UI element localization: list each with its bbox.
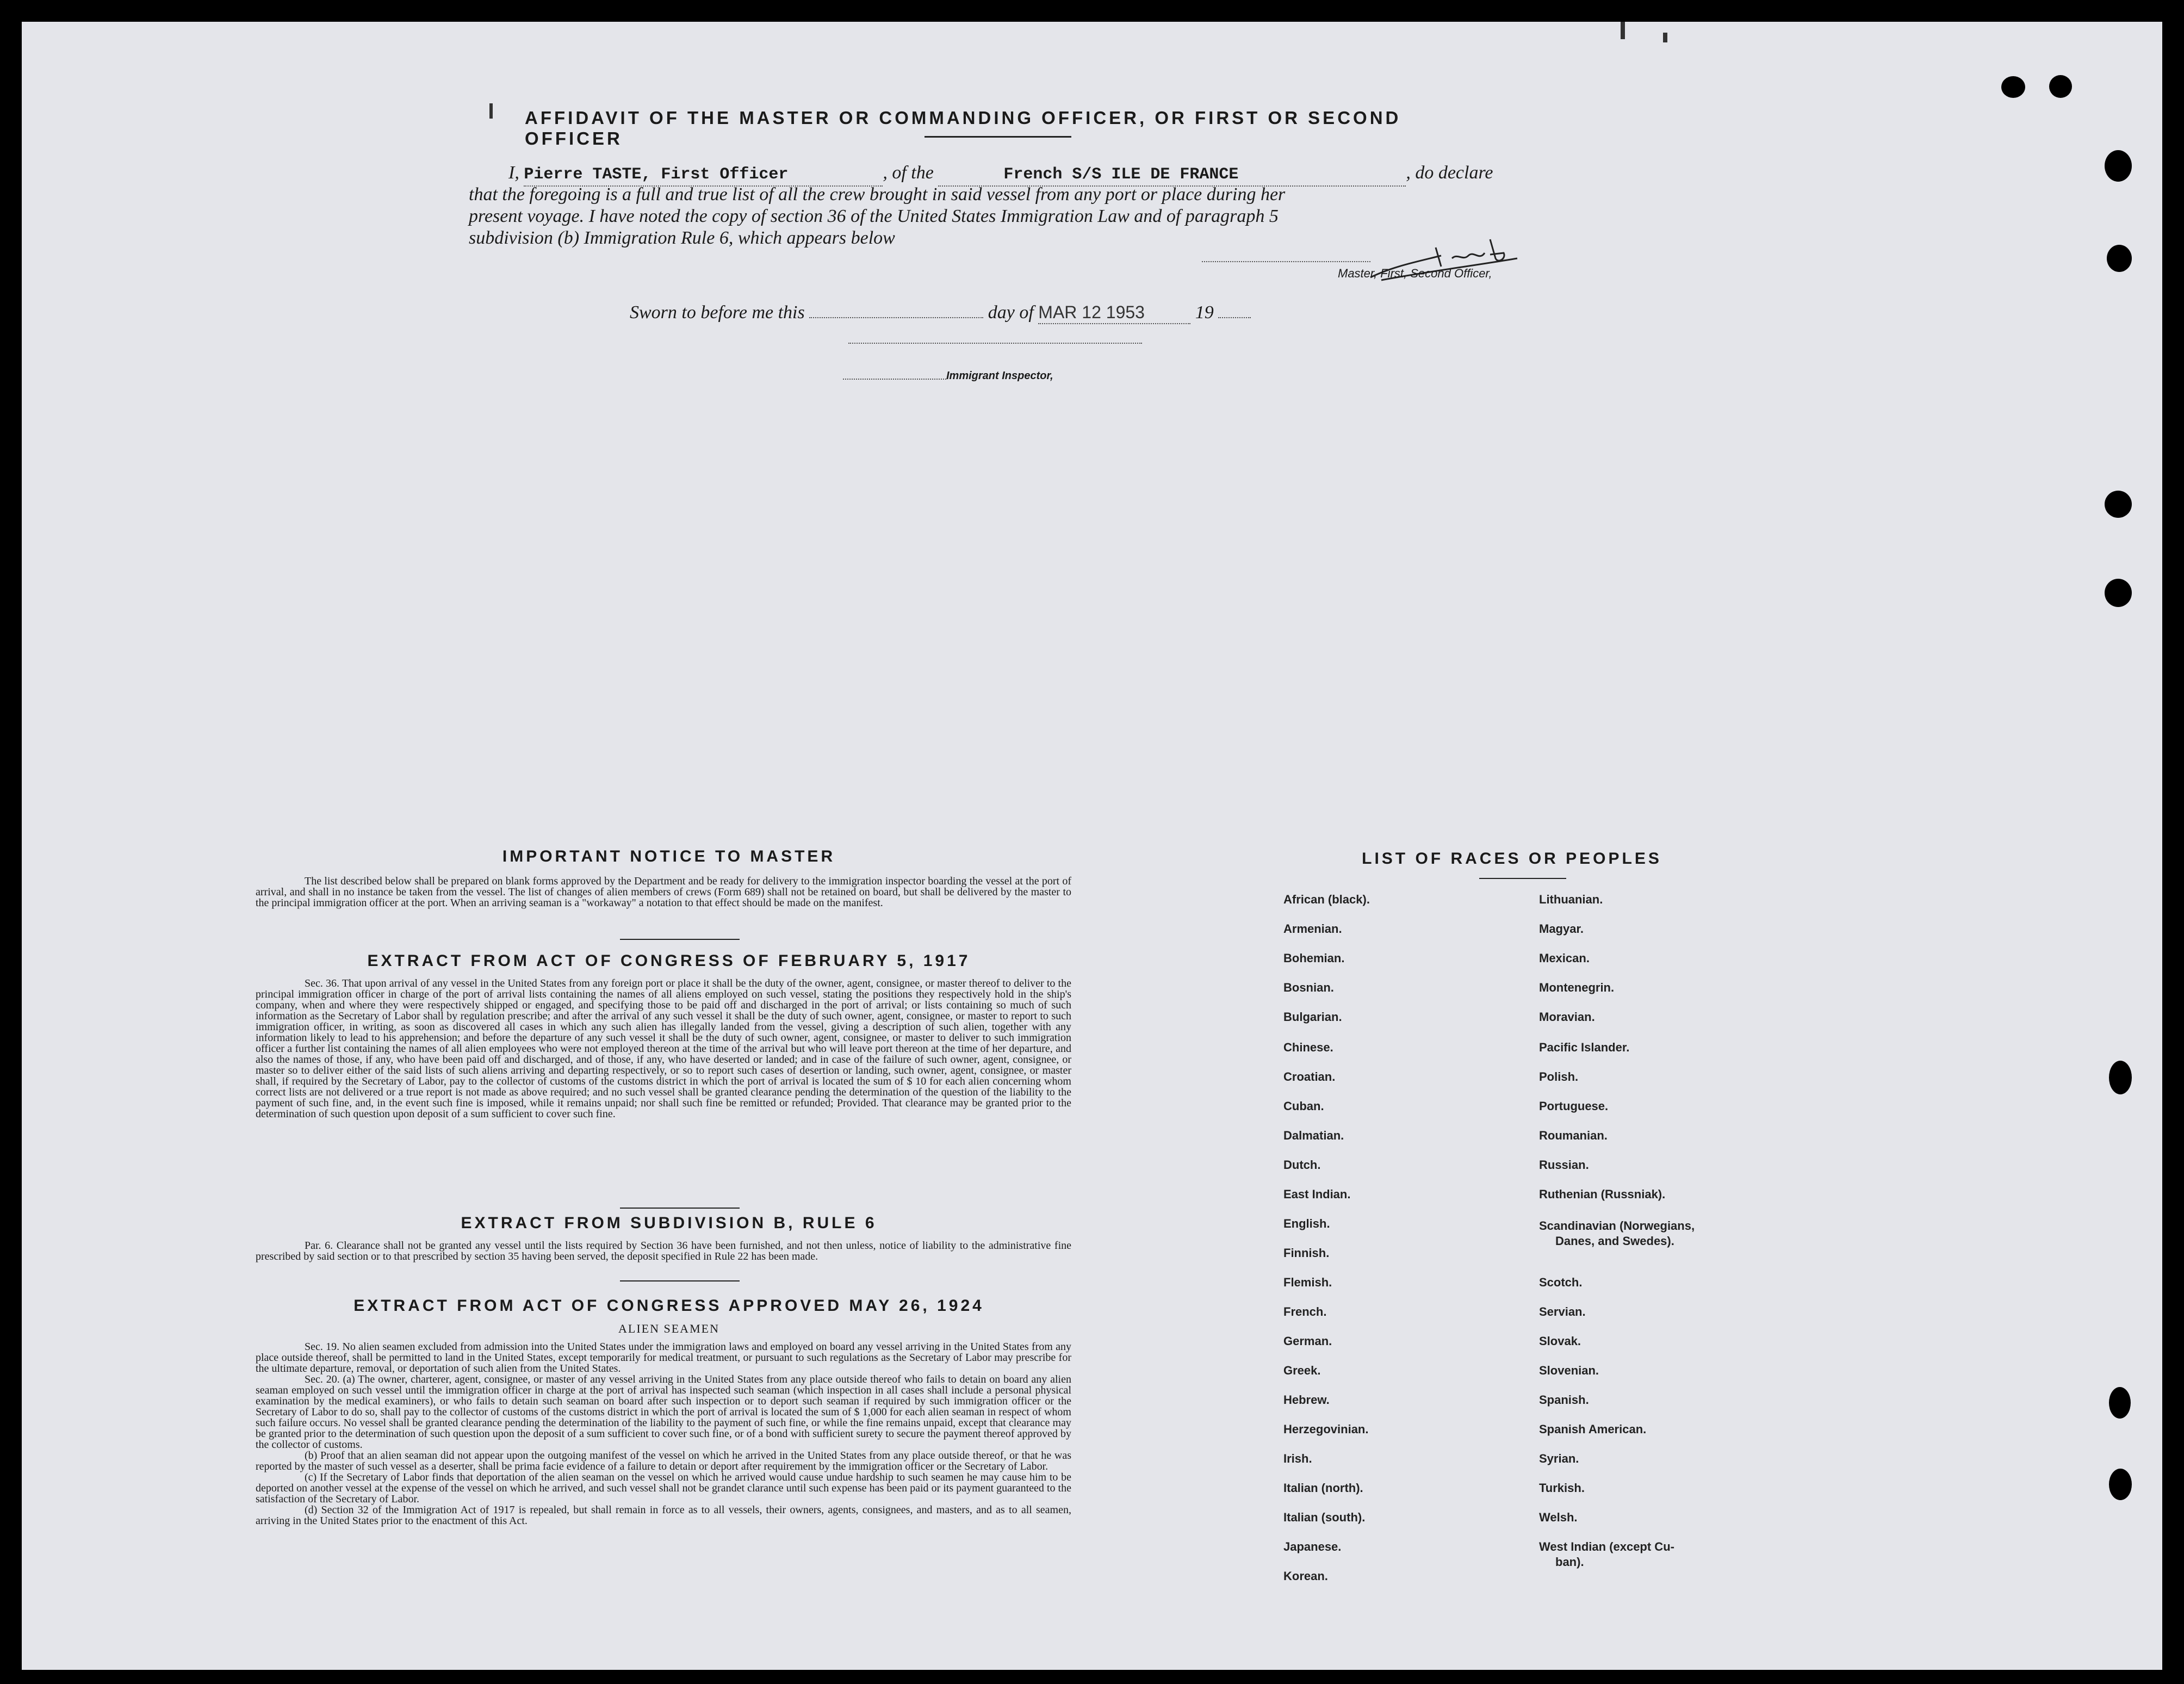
affidavit-line-3: present voyage. I have noted the copy of section 36 of the United States Immigration Law and of paragraph 5	[469, 206, 1279, 226]
race-item: Flemish.	[1283, 1276, 1332, 1289]
sworn-day: day of	[988, 302, 1034, 323]
divider	[620, 1280, 740, 1281]
race-item: Magyar.	[1539, 922, 1584, 936]
race-item: Turkish.	[1539, 1481, 1585, 1495]
race-item: Cuban.	[1283, 1099, 1324, 1113]
race-item: Korean.	[1283, 1569, 1328, 1583]
race-item: Herzegovinian.	[1283, 1422, 1369, 1436]
extract-1924-title: EXTRACT FROM ACT OF CONGRESS APPROVED MAY 26, 1924	[353, 1297, 984, 1315]
race-item: Mexican.	[1539, 951, 1590, 965]
race-item: Scotch.	[1539, 1276, 1583, 1289]
race-item: Slovak.	[1539, 1334, 1581, 1348]
race-item: Welsh.	[1539, 1510, 1578, 1524]
race-item: Polish.	[1539, 1070, 1579, 1084]
extract-rule6-title: EXTRACT FROM SUBDIVISION B, RULE 6	[461, 1214, 877, 1232]
sec-20d: (d) Section 32 of the Immigration Act of 1917 is repealed, but shall remain in force as to all vessels, their owners, agents, consignees, and masters, and as to all seamen, arriving in the United States prior to the enactment of this Act.	[256, 1504, 1071, 1527]
document-paper	[22, 22, 2162, 1670]
affidavit-line-4: subdivision (b) Immigration Rule 6, which appears below	[469, 228, 895, 248]
race-item: Bohemian.	[1283, 951, 1345, 965]
affidavit-prefix: I,	[508, 163, 519, 183]
sec-20a: Sec. 20. (a) The owner, charterer, agent, consignee, or master of any vessel arriving in the United States from any place outside thereof who fails to detain on board any alien seaman employed on such vessel until the immigration officer in charge at the port of arrival has inspected such seaman (which inspection in all cases shall include a personal physical examination by the medical examiners), or who fails to detain such seaman on board after such inspection or to deport such seaman if required by such immigration officer or the Secretary of Labor to do so, shall pay to the collector of customs of the customs district in which the port of arrival is located the sum of $ 1,000 for each alien seaman in respect of whom such failure occurs. No vessel shall be granted clearance pending the determination of the liability to the payment of such fine, or while the fine remains unpaid, except that clearance may be granted prior to the determination of such question upon the deposit of a sum sufficient to cover such fine, or of a bond with sufficient surety to secure the payment thereof approved by the collector of customs.	[256, 1373, 1071, 1451]
extract-1924-subtitle: ALIEN SEAMEN	[618, 1322, 719, 1335]
race-item: Armenian.	[1283, 922, 1342, 936]
sworn-prefix: Sworn to before me this	[630, 302, 805, 323]
year-blank	[1218, 317, 1251, 318]
notice-body: The list described below shall be prepared on blank forms approved by the Department and be ready for delivery to the immigration inspector boarding the vessel at the port of arrival, and shall in no instance be taken from the vessel. The list of changes of alien members of crews (Form 689) shall not be retained on board, but shall be delivered by the master to the principal immigration officer at the port. When an arriving seaman is a "workaway" a notation to that effect should be made on the manifest.	[256, 875, 1071, 909]
year-prefix: 19	[1195, 302, 1214, 323]
vessel-name: French S/S ILE DE FRANCE	[938, 164, 1406, 187]
race-item: Danes, and Swedes).	[1555, 1234, 1674, 1248]
divider	[620, 939, 740, 940]
affidavit-suffix: , do declare	[1406, 163, 1493, 183]
race-item: Hebrew.	[1283, 1393, 1330, 1407]
inspector-label-leader	[843, 379, 946, 380]
race-item: Irish.	[1283, 1452, 1312, 1465]
extract-1924-body	[256, 1341, 1071, 1526]
race-item: German.	[1283, 1334, 1332, 1348]
scan-mark	[1621, 22, 1625, 39]
race-item: Ruthenian (Russniak).	[1539, 1187, 1666, 1201]
races-title: LIST OF RACES OR PEOPLES	[1362, 850, 1662, 868]
signature-line	[1202, 261, 1370, 262]
race-item: Pacific Islander.	[1539, 1041, 1630, 1054]
race-item: English.	[1283, 1217, 1330, 1230]
race-item: Bulgarian.	[1283, 1010, 1342, 1024]
race-item: Croatian.	[1283, 1070, 1336, 1084]
race-item: ban).	[1555, 1555, 1584, 1569]
inspector-signature-line	[848, 343, 1142, 344]
punch-hole	[2109, 1469, 2132, 1500]
punch-hole	[2109, 1387, 2131, 1419]
punch-hole	[2107, 245, 2132, 272]
affidavit-of: , of the	[883, 163, 934, 183]
race-item: French.	[1283, 1305, 1327, 1318]
punch-hole	[2105, 150, 2132, 182]
punch-hole	[2049, 75, 2072, 98]
date-stamp: MAR 12 1953	[1038, 301, 1190, 324]
divider	[620, 1208, 740, 1209]
title-underline	[925, 136, 1071, 138]
race-item: Japanese.	[1283, 1540, 1342, 1553]
signature-caption: Master, First, Second Officer,	[1338, 267, 1492, 280]
race-item: Chinese.	[1283, 1041, 1333, 1054]
officer-name: Pierre TASTE, First Officer	[524, 164, 883, 187]
race-item: Roumanian.	[1539, 1129, 1608, 1142]
race-item: Dalmatian.	[1283, 1129, 1344, 1142]
punch-hole	[2105, 579, 2132, 607]
race-item: Lithuanian.	[1539, 893, 1603, 906]
punch-hole	[2001, 76, 2025, 98]
race-item: Syrian.	[1539, 1452, 1579, 1465]
notice-title: IMPORTANT NOTICE TO MASTER	[502, 847, 836, 865]
affidavit-title: AFFIDAVIT OF THE MASTER OR COMMANDING OFFICER, OR FIRST OR SECOND OFFICER	[525, 108, 1401, 148]
extract-rule6-body: Par. 6. Clearance shall not be granted any vessel until the lists required by Section 36 have been furnished, and not then unless, notice of liability to the administrative fine prescribed by said section or to that prescribed by section 35 having been served, the deposit specified in Rule 22 has been made.	[256, 1240, 1071, 1262]
extract-1917-body: Sec. 36. That upon arrival of any vessel in the United States from any foreign port or place it shall be the duty of the owner, agent, consignee, or master thereof to deliver to the principal immigration officer in charge of the port of arrival lists containing the names of all aliens employed on such vessel, stating the positions they respectively hold in the ship's company, when and where they were respectively shipped or engaged, and specifying those to be paid off and discharged in the port of arrival; or lists containing so much of such information as the Secretary of Labor shall by regulation prescribe; and after the arrival of any such vessel it shall be the duty of such owner, agent, consignee, or master to report to such immigration officer, in writing, as soon as discovered all cases in which any such alien has illegally landed from the vessel, giving a description of such alien, together with any information likely to lead to his apprehension; and before the departure of any such vessel it shall be the duty of such owner, agent, consignee, or master to deliver to such immigration officer a further list containing the names of all alien employees who were not employed thereon at the time of the arrival but who will leave port thereon at the time of her departure, and also the names of those, if any, who have been paid off and discharged, and of those, if any, who have deserted or landed; and in case of the failure of such owner, agent, consignee, or master so to deliver either of the said lists of such aliens arriving and departing respectively, or so to report such cases of desertion or landing, such owner, agent, consignee, or master shall, if required by the Secretary of Labor, pay to the collector of customs of the customs district in which the port of arrival is located the sum of $ 10 for each alien concerning whom correct lists are not delivered or a true report is not made as above required; and no such vessel shall be granted clearance pending the determination of the question of the liability to the payment of such fine, and, in the event such fine is imposed, while it remains unpaid; nor shall such fine be remitted or refunded; Provided. That clearance may be granted prior to the determination of such question upon deposit of a sum sufficient to cover such fine.	[256, 977, 1071, 1120]
affidavit-line-1	[508, 162, 1542, 187]
race-item: Scandinavian (Norwegians,	[1539, 1219, 1695, 1233]
race-item: Finnish.	[1283, 1246, 1330, 1260]
race-item: Servian.	[1539, 1305, 1586, 1318]
race-item: East Indian.	[1283, 1187, 1351, 1201]
sec-20b: (b) Proof that an alien seaman did not appear upon the outgoing manifest of the vessel on which he arrived in the United States from any place outside thereof, or that he was reported by the master of such vessel as a deserter, shall be prima facie evidence of a failure to detain or deport after requirement by the immigration officer or the Secretary of Labor.	[256, 1450, 1071, 1472]
race-item: Spanish American.	[1539, 1422, 1647, 1436]
race-item: Spanish.	[1539, 1393, 1589, 1407]
punch-hole	[2105, 491, 2132, 518]
race-item: Italian (south).	[1283, 1510, 1366, 1524]
race-item: Dutch.	[1283, 1158, 1321, 1172]
race-item: African (black).	[1283, 893, 1370, 906]
race-item: Russian.	[1539, 1158, 1589, 1172]
punch-hole	[2109, 1061, 2132, 1094]
scan-mark	[489, 103, 493, 119]
race-item: Bosnian.	[1283, 981, 1334, 994]
race-item: West Indian (except Cu-	[1539, 1540, 1674, 1553]
sworn-line	[630, 301, 1251, 324]
extract-1917-title: EXTRACT FROM ACT OF CONGRESS OF FEBRUARY 5, 1917	[367, 952, 971, 970]
race-item: Slovenian.	[1539, 1364, 1599, 1377]
sec-19: Sec. 19. No alien seamen excluded from admission into the United States under the immigration laws and employed on board any vessel arriving in the United States from any place outside thereof, shall be permitted to land in the United States, except temporarily for medical treatment, or pursuant to such regulations as the Secretary of Labor may prescribe for the ultimate departure, removal, or deportation of such alien from the United States.	[256, 1341, 1071, 1375]
inspector-label: Immigrant Inspector,	[946, 370, 1053, 382]
race-item: Greek.	[1283, 1364, 1321, 1377]
race-item: Montenegrin.	[1539, 981, 1615, 994]
race-item: Portuguese.	[1539, 1099, 1609, 1113]
race-item: Italian (north).	[1283, 1481, 1363, 1495]
affidavit-line-2: that the foregoing is a full and true list of all the crew brought in said vessel from any port or place during her	[469, 184, 1286, 205]
race-item: Moravian.	[1539, 1010, 1595, 1024]
scan-mark	[1663, 33, 1667, 42]
sec-20c: (c) If the Secretary of Labor finds that deportation of the alien seaman on the vessel on which he arrived would cause undue hardship to such seamen he may cause him to be deported on another vessel at the expense of the vessel on which he arrived, and such vessel shall not be grandet clarance until such expense has been paid or its payment guaranteed to the satisfaction of the Secretary of Labor.	[256, 1471, 1071, 1505]
races-underline	[1479, 878, 1566, 879]
sworn-blank	[809, 317, 983, 318]
